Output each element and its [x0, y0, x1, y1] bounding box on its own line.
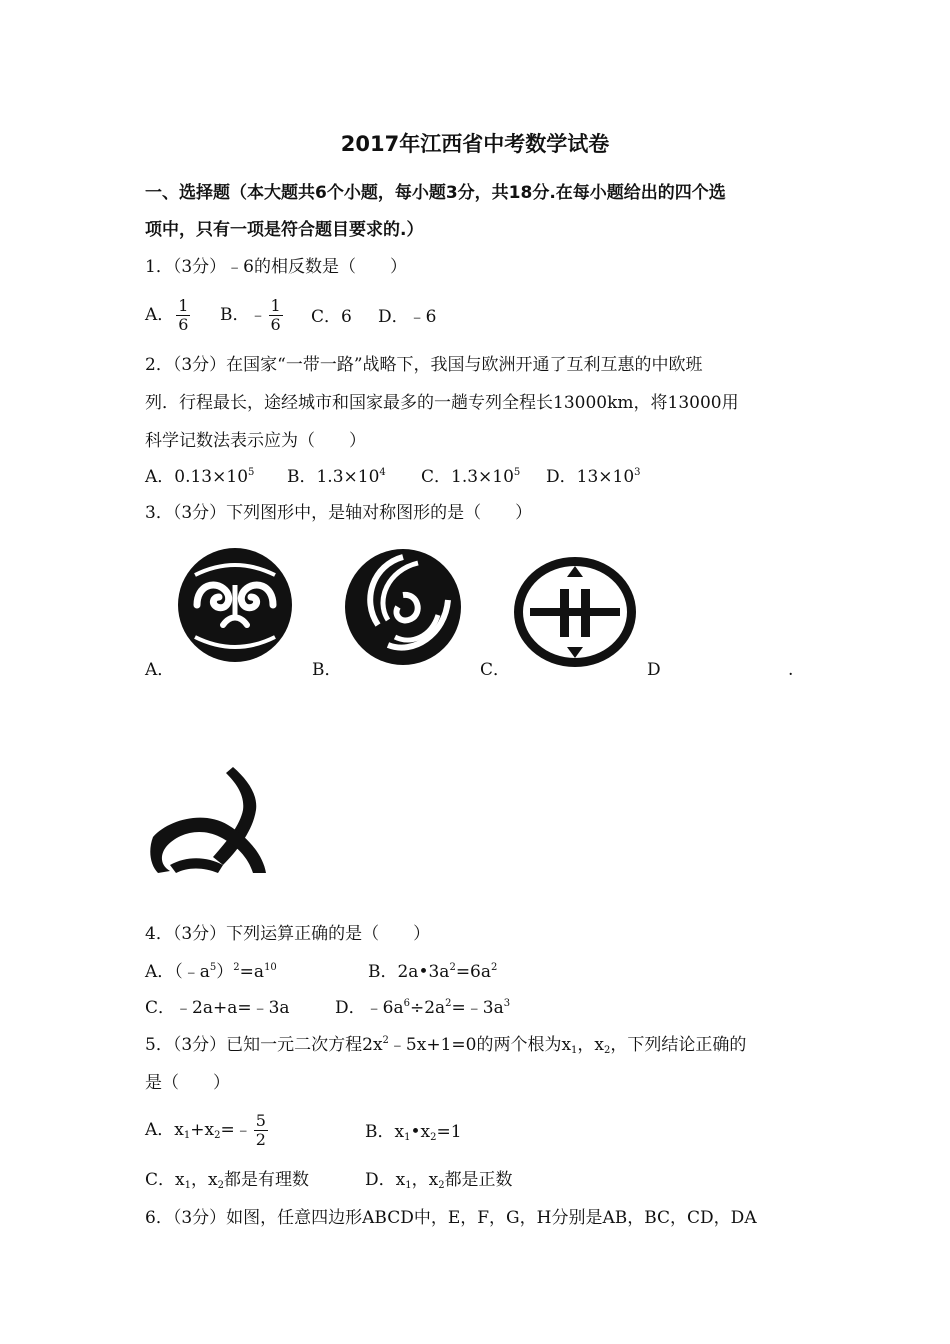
- q2-option-d: [546, 465, 641, 489]
- q3-figure-d-ribbon: [148, 765, 270, 880]
- q5-d-sub2: 2: [438, 1180, 445, 1191]
- q5-option-b: [365, 1120, 462, 1144]
- section-heading-line2: 项中，只有一项是符合题目要求的.）: [145, 220, 424, 240]
- q5-c-part1: C．x: [145, 1170, 185, 1190]
- q5-b-sub2: 2: [430, 1132, 437, 1143]
- q2-b-base: B．1.3×10: [287, 467, 380, 487]
- q5-b-part2: •x: [410, 1122, 431, 1142]
- q2-stem-line3: 科学记数法表示应为（ ）: [145, 431, 366, 451]
- q2-option-c: [421, 465, 520, 489]
- q4-a-exp1: 5: [209, 962, 217, 973]
- q2-option-a: [145, 465, 254, 489]
- q5-c-sub2: 2: [217, 1180, 224, 1191]
- q5-a-fraction: [254, 1112, 268, 1149]
- q5-c-part2: ，x: [190, 1170, 218, 1190]
- q5-line1-sub2: 2: [604, 1045, 611, 1056]
- q4-d-part3: =﹣3a: [451, 998, 504, 1018]
- q4-option-c: C．﹣2a+a=﹣3a: [145, 998, 290, 1018]
- q2-d-base: D．13×10: [546, 467, 635, 487]
- q5-d-part2: ，x: [411, 1170, 439, 1190]
- q1-option-b: [220, 297, 285, 334]
- q1-stem: 1．（3分）﹣6的相反数是（ ）: [145, 257, 407, 277]
- q3-option-a: A．: [145, 660, 175, 680]
- q1-a-denominator: 6: [178, 315, 189, 334]
- q2-c-base: C．1.3×10: [421, 467, 514, 487]
- q4-a-part2: ）: [216, 962, 234, 982]
- q4-d-part1: D．﹣6a: [335, 998, 404, 1018]
- q5-a-part1: A．x: [145, 1120, 184, 1140]
- q4-option-d: [335, 996, 510, 1020]
- q5-a-part3: =﹣: [220, 1120, 252, 1140]
- q4-a-exp2: 2: [233, 962, 240, 973]
- q4-stem: 4．（3分）下列运算正确的是（ ）: [145, 924, 431, 944]
- q5-a-sub2: 2: [214, 1130, 221, 1141]
- q2-d-exponent: 3: [634, 467, 641, 478]
- q1-a-label: A．: [145, 305, 175, 325]
- q2-b-exponent: 4: [379, 467, 386, 478]
- q3-option-d: D: [647, 660, 661, 680]
- q5-a-part2: +x: [190, 1120, 215, 1140]
- q5-c-part3: 都是有理数: [223, 1170, 309, 1190]
- q6-stem-line1: 6．（3分）如图，任意四边形ABCD中，E，F，G，H分别是AB，BC，CD，DA: [145, 1208, 757, 1228]
- q1-a-fraction: [176, 297, 190, 334]
- q2-option-b: [287, 465, 386, 489]
- q5-d-part1: D．x: [365, 1170, 406, 1190]
- q5-option-c: [145, 1168, 309, 1192]
- q3-option-d-period: .: [788, 660, 794, 680]
- q5-b-part3: =1: [436, 1122, 462, 1142]
- q2-c-exponent: 5: [513, 467, 521, 478]
- q5-line1-part4: ，下列结论正确的: [610, 1035, 747, 1055]
- q2-a-base: A．0.13×10: [145, 467, 249, 487]
- q3-figure-c-coin-emblem: [512, 555, 638, 670]
- q5-c-sub1: 1: [184, 1180, 191, 1191]
- q3-option-c: C．: [480, 660, 511, 680]
- q5-d-part3: 都是正数: [444, 1170, 513, 1190]
- q4-d-part2: ÷2a: [409, 998, 446, 1018]
- q5-a-sub1: 1: [183, 1130, 191, 1141]
- q3-option-b: B．: [312, 660, 342, 680]
- q4-b-part1: B．2a•3a: [368, 962, 450, 982]
- q5-stem-line2: 是（ ）: [145, 1073, 230, 1093]
- q4-b-part2: =6a: [455, 962, 492, 982]
- q4-b-exp1: 2: [449, 962, 456, 973]
- q4-a-exp3: 10: [264, 962, 277, 973]
- q4-option-a: [145, 960, 277, 984]
- q1-option-a: [145, 297, 192, 334]
- q1-b-label: B．﹣: [220, 305, 267, 325]
- q3-stem: 3．（3分）下列图形中，是轴对称图形的是（ ）: [145, 503, 533, 523]
- q1-a-numerator: 1: [178, 296, 189, 315]
- q4-option-b: [368, 960, 497, 984]
- q5-line1-part1: 5．（3分）已知一元二次方程2x: [145, 1035, 383, 1055]
- q5-a-numerator: 5: [255, 1111, 266, 1130]
- q3-figure-b-swirl: [343, 545, 463, 670]
- q3-figure-a-emblem: [175, 545, 295, 665]
- q4-a-part1: A．（﹣a: [145, 962, 210, 982]
- q4-d-exp2: 2: [445, 998, 452, 1009]
- q4-b-exp2: 2: [491, 962, 498, 973]
- q2-stem-line2: 列．行程最长，途经城市和国家最多的一趟专列全程长13000km，将13000用: [145, 393, 739, 413]
- q2-stem-line1: 2．（3分）在国家“一带一路”战略下，我国与欧洲开通了互利互惠的中欧班: [145, 355, 703, 375]
- q5-b-part1: B．x: [365, 1122, 405, 1142]
- q5-stem-line1: [145, 1033, 746, 1057]
- q2-a-exponent: 5: [248, 467, 255, 478]
- q5-line1-exp: 2: [382, 1035, 389, 1046]
- q5-option-a: [145, 1112, 270, 1149]
- q1-b-denominator: 6: [270, 315, 281, 334]
- q1-b-numerator: 1: [270, 296, 281, 315]
- q5-line1-part3: ，x: [577, 1035, 605, 1055]
- q5-line1-part2: ﹣5x+1=0的两个根为x: [388, 1035, 572, 1055]
- q1-b-fraction: [269, 297, 283, 334]
- q5-line1-sub1: 1: [571, 1045, 578, 1056]
- q4-a-part3: =a: [239, 962, 265, 982]
- q1-option-d: D．﹣6: [378, 307, 437, 327]
- q5-a-denominator: 2: [255, 1130, 266, 1149]
- page-title: 2017年江西省中考数学试卷: [340, 132, 610, 156]
- q4-d-exp3: 3: [503, 998, 511, 1009]
- q5-d-sub1: 1: [405, 1180, 412, 1191]
- q1-option-c: C．6: [311, 307, 352, 327]
- q4-d-exp1: 6: [403, 998, 410, 1009]
- q5-option-d: [365, 1168, 513, 1192]
- section-heading-line1: 一、选择题（本大题共6个小题，每小题3分，共18分.在每小题给出的四个选: [145, 183, 726, 203]
- q5-b-sub1: 1: [404, 1132, 411, 1143]
